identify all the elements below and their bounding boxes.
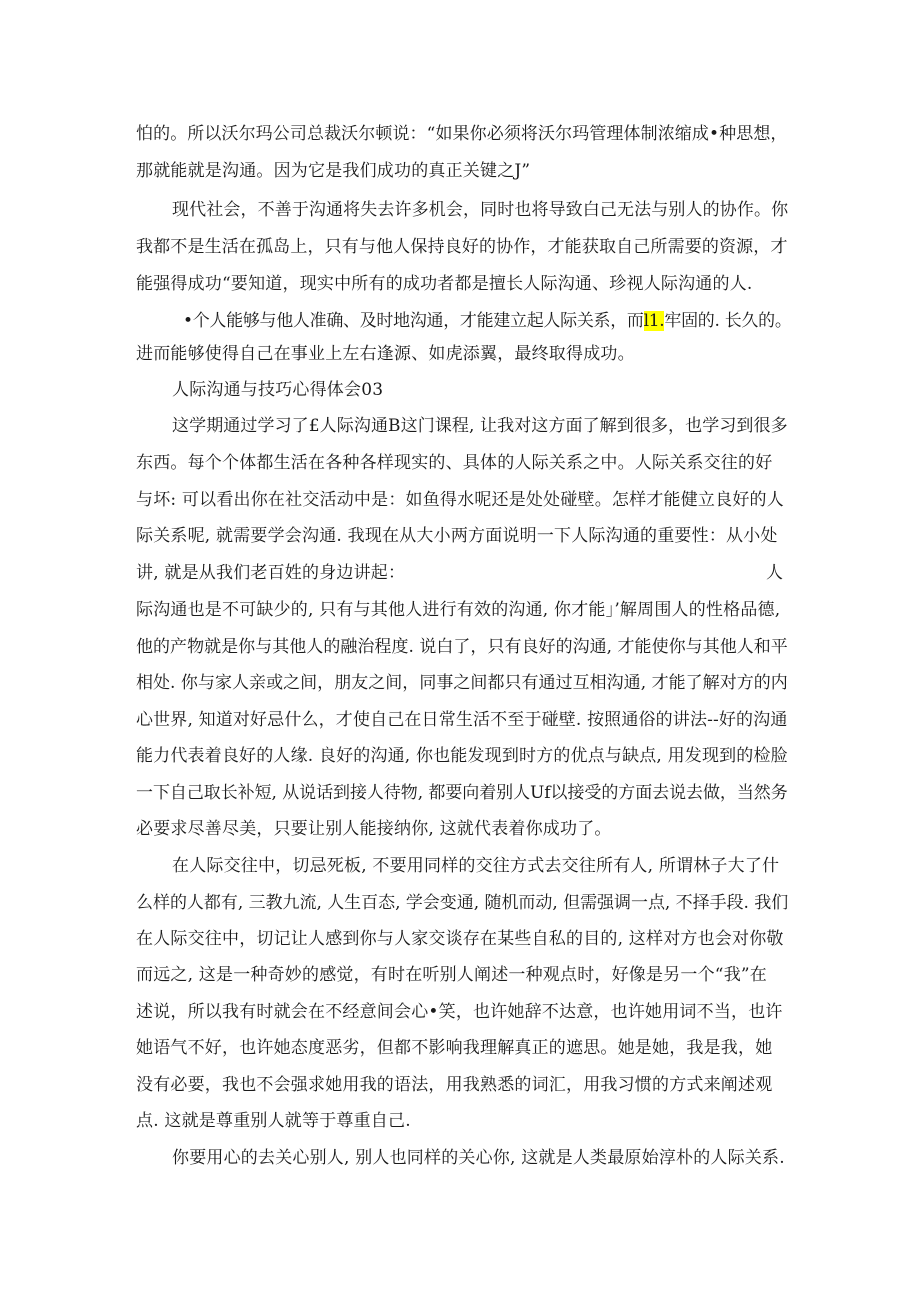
para2-line1: 现代社会，不善于沟通将失去许多机会，同时也将导致白己无法与别人的协作。你 xyxy=(172,200,789,220)
para4-line5-start: 讲, 就是从我们老百姓的身边讲起： xyxy=(136,563,406,583)
highlighted-text: l1. xyxy=(643,311,665,331)
para1-line1: 怕的。所以沃尔玛公司总裁沃尔顿说：“如果你必须将沃尔玛管理体制浓缩成•种思想， xyxy=(136,124,788,144)
para5-line7: 没有必要，我也不会强求她用我的语法，用我熟悉的词汇，用我习惯的方式来阐述观 xyxy=(136,1075,773,1095)
para4-line8: 相处. 你与家人亲或之间，朋友之间，同事之间都只有通过互相沟通, 才能了解对方的内 xyxy=(136,673,788,693)
para4-line1: 这学期通过学习了£人际沟通B这门课程, 让我对这方面了解到很多，也学习到很多 xyxy=(172,416,788,436)
para5-line1: 在人际交往中，切忌死板, 不要用同样的交往方式去交往所有人, 所谓林子大了什 xyxy=(172,856,780,876)
para4-line2: 东西。每个个体都生活在各种各样现实的、具体的人际关系之中。人际关系交往的好 xyxy=(136,453,773,473)
para3-line1 xyxy=(183,309,792,333)
para4-line7: 他的产物就是你与其他人的融治程度. 说白了，只有良好的沟通, 才能使你与其他人和平 xyxy=(136,637,788,657)
para4-line6: 际沟通也是不可缺少的, 只有与其他人进行有效的沟通, 你才能」’解周围人的性格品德, xyxy=(136,600,781,620)
para4-line12: 必要求尽善尽美，只要让别人能接纳你, 这就代表着你成功了。 xyxy=(136,819,612,839)
para5-line5: 述说，所以我有时就会在不经意间会心•笑，也许她辞不达意，也许她用词不当，也许 xyxy=(136,1002,783,1022)
para2-line2: 我都不是生活在孤岛上，只有与他人保持良好的协作，才能获取自己所需要的资源，才 xyxy=(136,237,788,257)
para4-line10: 能力代表着良好的人缘. 良好的沟通, 你也能发现到时方的优点与缺点, 用发现到的检脸 xyxy=(136,746,788,766)
para5-line3: 在人际交往中，切记让人感到你与人家交谈存在某些自私的目的, 这样对方也会对你敬 xyxy=(136,929,784,949)
para3-line1-text-a: •个人能够与他人准确、及时地沟通，才能建立起人际关系，而 xyxy=(183,311,644,331)
para1-line2: 那就能就是沟通。因为它是我们成功的真正关键之J” xyxy=(136,161,531,181)
para5-line6: 她语气不好，也许她态度恶劣，但都不影响我理解真正的遮思。她是她，我是我，她 xyxy=(136,1038,773,1058)
para5-line8: 点. 这就是尊重别人就等于尊重自己. xyxy=(136,1111,411,1131)
para4-line9: 心世界, 知道对好忌什么，才使自己在日常生活不至于碰壁. 按照通俗的讲法--好的沟通 xyxy=(136,710,788,730)
para3-line2: 进而能够使得自己在事业上左右逢源、如虎添翼，最终取得成功。 xyxy=(136,344,635,364)
para4-line4: 际关系呢, 就需要学会沟通. 我现在从大小两方面说明一下人际沟通的重要性：从小处 xyxy=(136,526,778,546)
para2-line3: 能强得成功“要知道，现实中所有的成功者都是擅长人际沟通、珍视人际沟通的人. xyxy=(136,274,753,294)
para5-line4: 而远之, 这是一种奇妙的感觉，有时在听别人阐述一种观点时，好像是另一个“我”在 xyxy=(136,965,767,985)
para4-line5-end: 人 xyxy=(766,563,784,583)
para4-line3: 与坏: 可以看出你在社交活动中是：如鱼得水呢还是处处碰壁。怎样才能健立良好的人 xyxy=(136,490,784,510)
para3-line1-text-b: 牢固的. 长久的。 xyxy=(664,311,792,331)
para6-line1: 你要用心的去关心别人, 别人也同样的关心你, 这就是人类最原始淳朴的人际关系. xyxy=(172,1148,785,1168)
para5-line2: 么样的人都有, 三教九流, 人生百态, 学会变通, 随机而动, 但需强调一点, 不择手段. 我们 xyxy=(136,893,789,913)
para4-line11: 一下自己取长补短, 从说话到接人待物, 都要向着别人Uf以接受的方面去说去做，当然务 xyxy=(136,783,788,803)
section-heading: 人际沟通与技巧心得体会03 xyxy=(172,380,384,400)
